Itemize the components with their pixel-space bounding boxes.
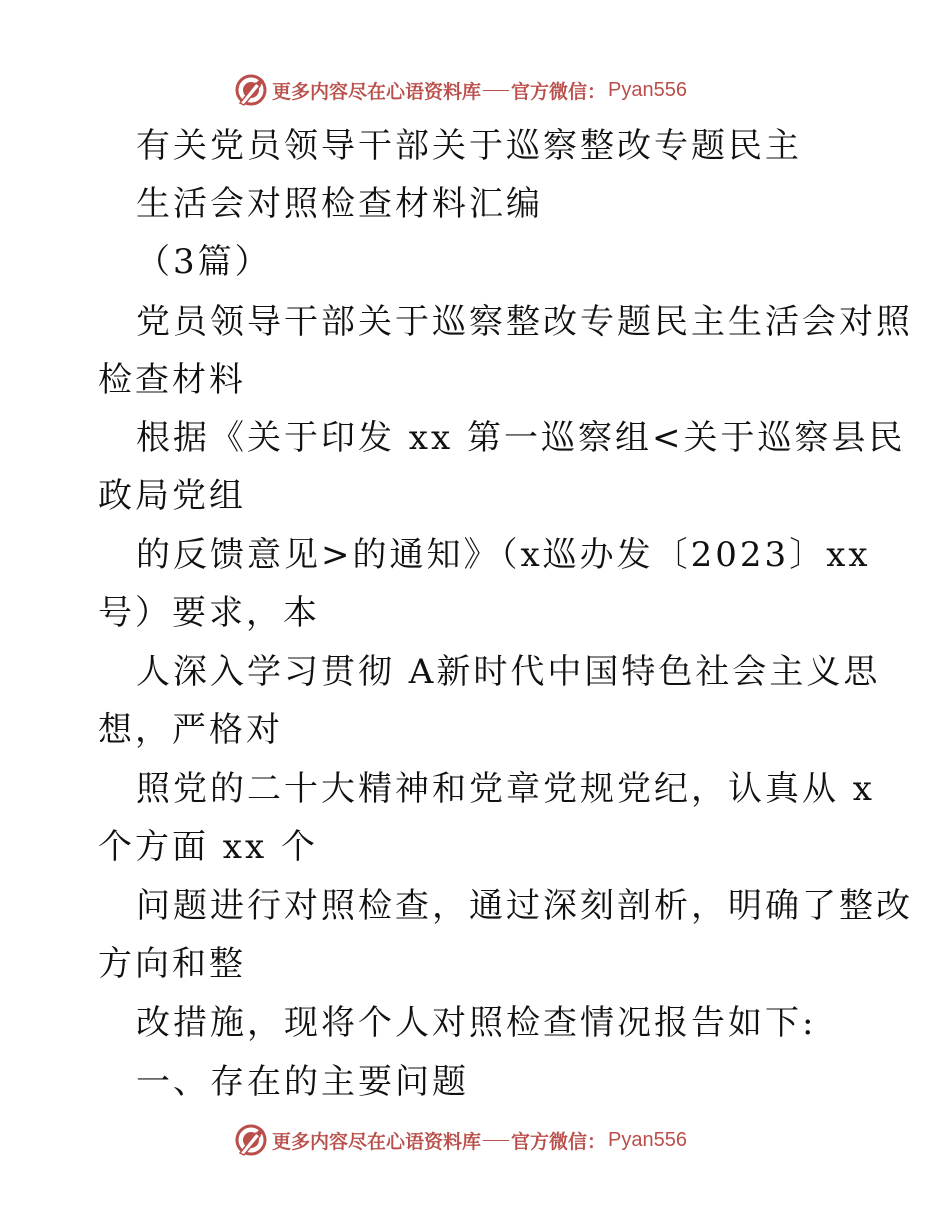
body-line-6: 想，严格对: [98, 710, 283, 750]
watermark-id-text: Pyan556: [608, 1128, 687, 1151]
subtitle-line-2: 检查材料: [98, 360, 246, 400]
title-line-2: 生活会对照检查材料汇编: [136, 184, 543, 224]
watermark-id-text: Pyan556: [608, 78, 687, 101]
section-heading: 一、存在的主要问题: [136, 1062, 469, 1102]
subtitle-line-1: 党员领导干部关于巡察整改专题民主生活会对照: [136, 302, 913, 342]
pen-logo-icon: [234, 73, 268, 107]
watermark-separator: [483, 90, 509, 91]
watermark-note-text: 官方微信：: [511, 1130, 607, 1153]
pen-logo-icon: [234, 1123, 268, 1157]
title-line-1: 有关党员领导干部关于巡察整改专题民主: [136, 126, 802, 166]
body-line-10: 方向和整: [98, 944, 246, 984]
watermark-note-text: 官方微信：: [511, 80, 607, 103]
watermark-separator: [483, 1140, 509, 1141]
watermark-brand-text: 更多内容尽在心语资料库: [272, 80, 482, 103]
body-line-11: 改措施，现将个人对照检查情况报告如下:: [136, 1003, 817, 1043]
body-line-4: 号）要求，本: [98, 593, 320, 633]
footer-watermark: [234, 1122, 687, 1158]
body-line-8: 个方面 xx 个: [98, 827, 318, 867]
header-watermark: [234, 72, 687, 108]
watermark-brand-text: 更多内容尽在心语资料库: [272, 1130, 482, 1153]
count-note: （3篇）: [136, 242, 272, 282]
body-line-2: 政局党组: [98, 476, 246, 516]
body-line-9: 问题进行对照检查，通过深刻剖析，明确了整改: [136, 886, 913, 926]
body-line-7: 照党的二十大精神和党章党规党纪，认真从 x: [136, 769, 875, 809]
body-line-3: 的反馈意见>的通知》（x巡办发〔2023〕xx: [136, 535, 871, 575]
body-line-5: 人深入学习贯彻 A新时代中国特色社会主义思: [136, 652, 881, 692]
body-line-1: 根据《关于印发 xx 第一巡察组<关于巡察县民: [136, 418, 906, 458]
